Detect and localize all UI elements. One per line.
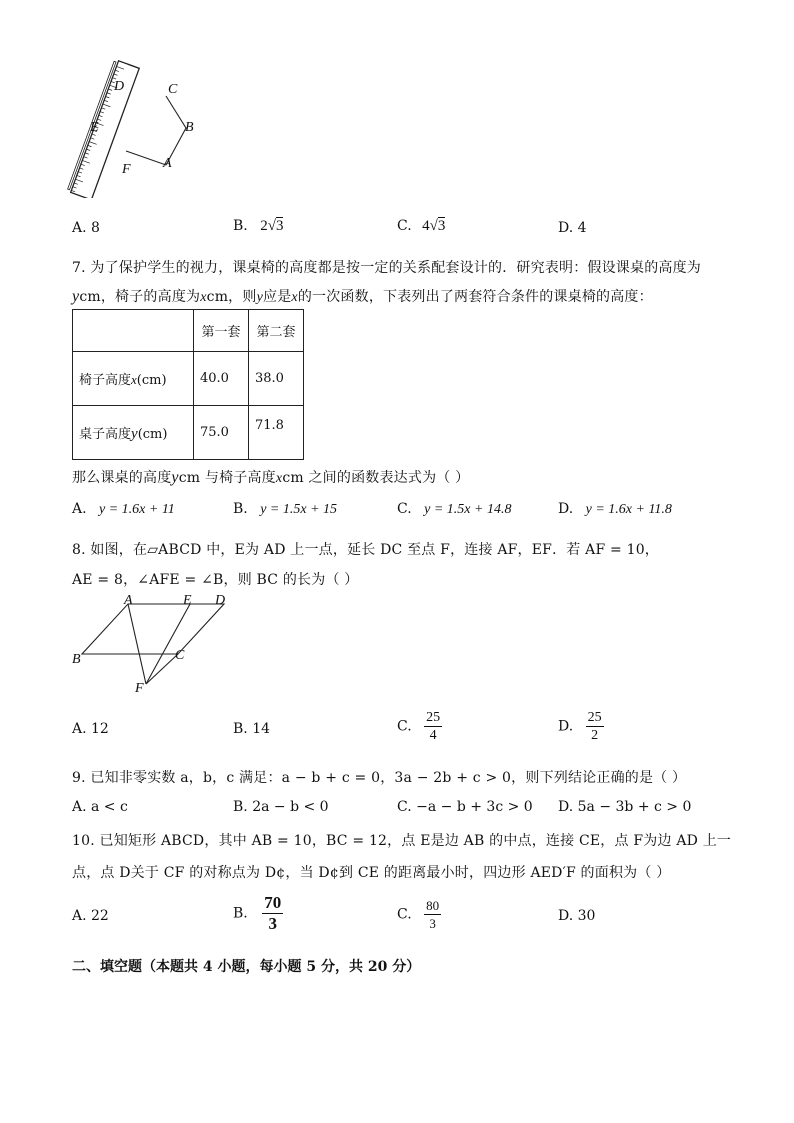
q6-label-C: C: [168, 82, 178, 97]
table-cell: 71.8: [249, 406, 304, 460]
fraction-numerator: 70: [264, 893, 282, 912]
q9-stem: 9. 已知非零实数 a，b，c 满足：a − b + c = 0，3a − 2b + c > 0，则下列结论正确的是（ ）: [72, 770, 687, 786]
q6-option-c-coef: 4: [422, 218, 430, 234]
q10-option-c[interactable]: [397, 897, 441, 932]
q8-label-C: C: [175, 648, 185, 663]
q7-option-c[interactable]: [397, 501, 511, 518]
sqrt-icon: √: [429, 218, 438, 234]
q7-option-a-expr: y = 1.6x + 11: [99, 502, 175, 517]
row-label-text: 桌子高度: [79, 426, 132, 442]
q7-var-y: y: [72, 288, 80, 305]
q7-var-x2: x: [291, 290, 298, 305]
q8-label-B: B: [72, 652, 81, 667]
q10-option-b[interactable]: [233, 893, 283, 934]
q7-option-c-expr: y = 1.5x + 14.8: [424, 502, 512, 517]
q7-text-a: cm，椅子的高度为: [79, 289, 201, 305]
table-header-cell: [73, 310, 194, 352]
row-label-text: 椅子高度: [79, 373, 132, 388]
q7-question-b: cm 与椅子高度: [178, 470, 276, 486]
q8-label-F: F: [135, 681, 144, 696]
q10-option-d[interactable]: D. 30: [558, 908, 596, 924]
q9-option-a[interactable]: A. a < c: [72, 799, 128, 815]
table-header-row: [73, 310, 304, 352]
q6-option-b[interactable]: [233, 218, 283, 235]
table-cell: 75.0: [194, 406, 249, 460]
q7-option-b-prefix: B.: [233, 501, 248, 517]
table-header-cell: 第二套: [249, 310, 304, 352]
fraction-denominator: 2: [591, 728, 599, 743]
q6-option-b-radicand: 3: [275, 218, 284, 234]
fraction-denominator: 4: [429, 728, 437, 743]
q8-option-d-prefix: D.: [558, 718, 574, 735]
q7-question-y: y: [171, 469, 179, 486]
q9-option-b[interactable]: B. 2a − b < 0: [233, 799, 329, 815]
table-row: [73, 352, 304, 406]
q7-var-y2: y: [256, 290, 263, 305]
table-row-label: [73, 352, 194, 406]
q8-label-E: E: [183, 593, 192, 608]
q8-option-b[interactable]: B. 14: [233, 721, 271, 737]
q7-text-d: 的一次函数，下表列出了两套符合条件的课桌椅的高度：: [297, 289, 653, 305]
q8-option-d[interactable]: [558, 709, 604, 744]
row-label-var: x: [131, 372, 137, 387]
q6-option-c-prefix: C.: [397, 218, 412, 234]
q6-option-b-coef: 2: [260, 218, 268, 234]
q6-option-c[interactable]: [397, 218, 445, 235]
q7-text-c: 应是: [263, 289, 292, 305]
q10-option-b-prefix: B.: [233, 905, 248, 922]
fraction-denominator: 3: [268, 914, 277, 933]
q8-option-d-fraction: [586, 709, 604, 744]
q6-option-b-prefix: B.: [233, 218, 248, 234]
fraction-numerator: 25: [587, 710, 602, 725]
table-header-cell: 第一套: [194, 310, 249, 352]
q7-option-c-prefix: C.: [397, 501, 412, 517]
q6-option-d[interactable]: D. 4: [558, 220, 587, 236]
q10-option-b-fraction: [262, 893, 283, 934]
q7-option-d-prefix: D.: [558, 501, 574, 517]
q8-option-c[interactable]: [397, 709, 442, 744]
q7-option-b-expr: y = 1.5x + 15: [260, 502, 338, 517]
q7-question: [72, 467, 469, 487]
row-label-unit: (cm): [137, 426, 168, 442]
fraction-denominator: 3: [429, 916, 436, 931]
q8-label-A: A: [124, 593, 133, 608]
q7-option-d[interactable]: [558, 501, 672, 518]
q10-stem-line2: 点，点 D关于 CF 的对称点为 D¢，当 D¢到 CE 的距离最小时，四边形 AED′F 的面积为（ ）: [72, 865, 671, 881]
q10-option-a[interactable]: A. 22: [72, 908, 109, 924]
q7-text-b: cm，则: [206, 289, 257, 305]
fraction-numerator: 25: [426, 710, 441, 725]
q10-option-c-prefix: C.: [397, 906, 412, 923]
q8-label-D: D: [215, 593, 226, 608]
q8-stem-line1: 8. 如图，在▱ABCD 中，E为 AD 上一点，延长 DC 至点 F，连接 AF，EF．若 AF = 10，: [72, 542, 660, 558]
q7-var-x: x: [200, 290, 207, 305]
table-cell: 40.0: [194, 352, 249, 406]
q8-option-c-prefix: C.: [397, 718, 412, 735]
q7-option-d-expr: y = 1.6x + 11.8: [585, 502, 672, 517]
sqrt-icon: √: [267, 218, 276, 234]
q8-parallelogram-figure: [66, 596, 236, 696]
table-cell: 38.0: [249, 352, 304, 406]
q7-option-a-prefix: A.: [72, 501, 87, 517]
q6-label-F: F: [122, 162, 131, 177]
q7-stem-line2: [72, 286, 653, 306]
q7-stem-line1: 7. 为了保护学生的视力，课桌椅的高度都是按一定的关系配套设计的．研究表明：假设课桌的高度为: [72, 260, 702, 276]
row-label-var: y: [131, 425, 138, 442]
q7-option-b[interactable]: [233, 501, 337, 518]
q7-question-x: x: [275, 471, 283, 486]
q8-option-c-fraction: [424, 709, 442, 744]
q10-stem-line1: 10. 已知矩形 ABCD，其中 AB = 10，BC = 12，点 E是边 AB 的中点，连接 CE，点 F为边 AD 上一: [72, 833, 732, 849]
q8-stem-line2: AE = 8，∠AFE = ∠B，则 BC 的长为（ ）: [72, 572, 359, 588]
q7-table: [72, 309, 304, 460]
q6-label-D: D: [114, 79, 125, 94]
row-label-unit: (cm): [136, 373, 167, 388]
q8-option-a[interactable]: A. 12: [72, 721, 109, 737]
q6-option-a[interactable]: A. 8: [72, 220, 100, 236]
q6-label-B: B: [185, 120, 194, 135]
table-row-label: [73, 406, 194, 460]
table-row: [73, 406, 304, 460]
q6-label-A: A: [163, 156, 172, 171]
q6-option-c-radicand: 3: [437, 218, 446, 234]
q9-option-d[interactable]: D. 5a − 3b + c > 0: [558, 799, 692, 815]
fraction-numerator: 80: [426, 898, 440, 913]
section-title: 二、填空题（本题共 4 小题，每小题 5 分，共 20 分）: [72, 959, 421, 975]
q7-option-a[interactable]: [72, 501, 175, 518]
q7-question-c: cm 之间的函数表达式为（ ）: [282, 470, 470, 486]
q6-label-E: E: [90, 120, 99, 135]
q10-option-c-fraction: [424, 897, 441, 932]
q9-option-c[interactable]: C. −a − b + 3c > 0: [397, 799, 533, 815]
q7-question-a: 那么课桌的高度: [72, 470, 172, 486]
